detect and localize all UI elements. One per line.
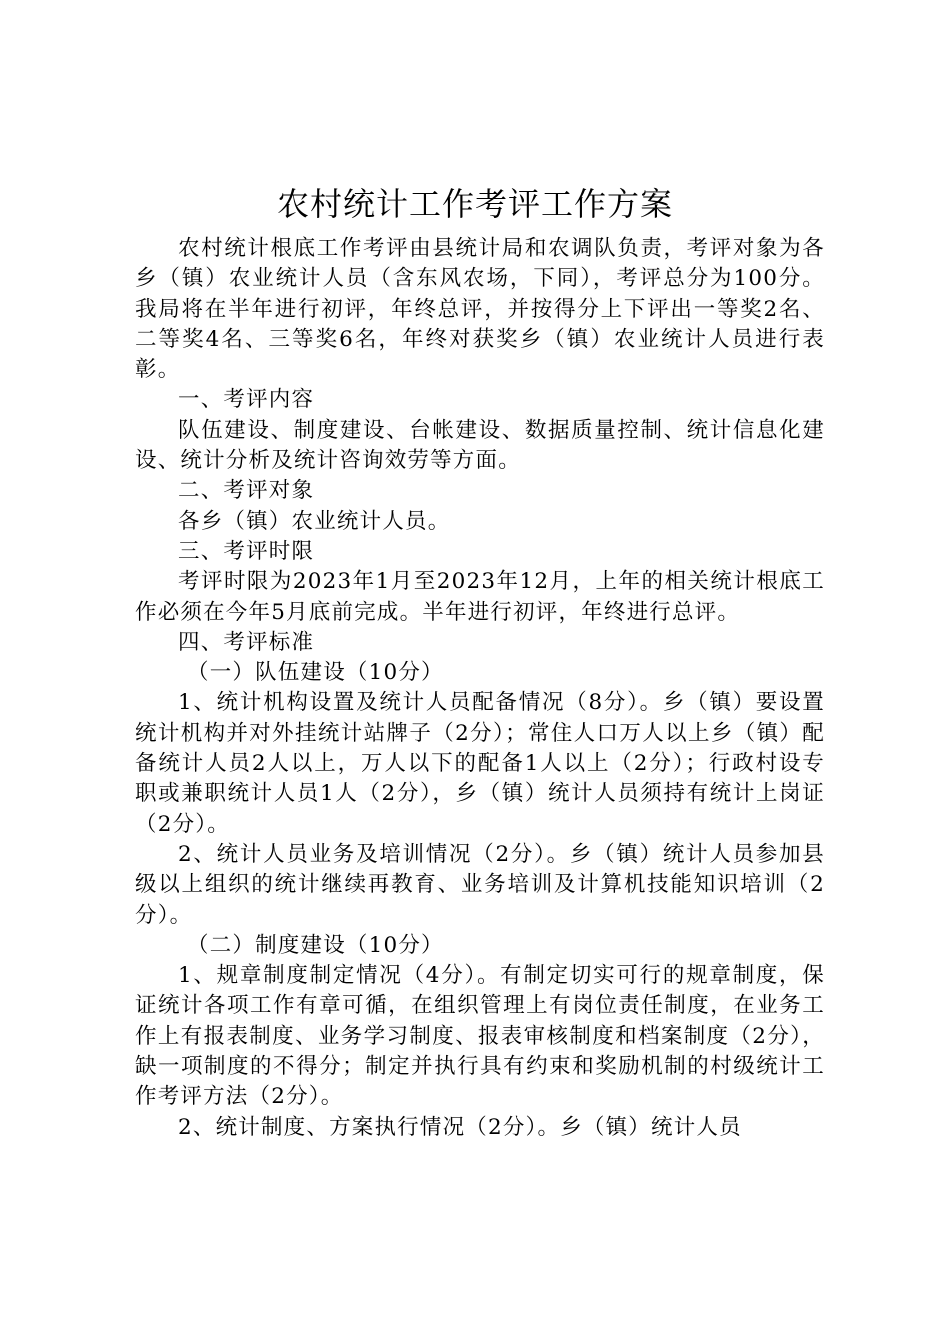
system-item-1: 1、规章制度制定情况（4分）。有制定切实可行的规章制度，保证统计各项工作有章可循，在组织管理上有岗位责任制度，在业务工作上有报表制度、业务学习制度、报表审核制度和档案制度（2分），缺一项制度的不得分；制定并执行具有约束和奖励机制的村级统计工作考评方法（2分）。 [135, 963, 825, 1110]
section-heading-standards: 四、考评标准 [178, 629, 315, 655]
team-item-2: 2、统计人员业务及培训情况（2分）。乡（镇）统计人员参加县级以上组织的统计继续再教育、业务培训及计算机技能知识培训（2分）。 [135, 841, 825, 928]
document-title: 农村统计工作考评工作方案 [276, 185, 673, 223]
section-heading-content: 一、考评内容 [178, 387, 315, 413]
section-heading-target: 二、考评对象 [178, 478, 315, 504]
target-paragraph: 各乡（镇）农业统计人员。 [178, 508, 451, 534]
period-paragraph: 考评时限为2023年1月至2023年12月，上年的相关统计根底工作必须在今年5月底前完成。半年进行初评，年终进行总评。 [135, 569, 825, 625]
team-item-1: 1、统计机构设置及统计人员配备情况（8分）。乡（镇）要设置统计机构并对外挂统计站牌子（2分）；常住人口万人以上乡（镇）配备统计人员2人以上，万人以下的配备1人以上（2分）；行政村设专职或兼职统计人员1人（2分），乡（镇）统计人员须持有统计上岗证（2分）。 [135, 690, 825, 837]
content-paragraph: 队伍建设、制度建设、台帐建设、数据质量控制、统计信息化建设、统计分析及统计咨询效劳等方面。 [135, 417, 825, 474]
system-item-2: 2、统计制度、方案执行情况（2分）。乡（镇）统计人员 [178, 1114, 742, 1140]
subsection-heading-team: （一）队伍建设（10分） [187, 660, 444, 686]
section-heading-period: 三、考评时限 [178, 538, 315, 564]
subsection-heading-system: （二）制度建设（10分） [187, 932, 444, 958]
intro-paragraph: 农村统计根底工作考评由县统计局和农调队负责，考评对象为各乡（镇）农业统计人员（含东风农场，下同），考评总分为100分。我局将在半年进行初评，年终总评，并按得分上下评出一等奖2名、二等奖4名、三等奖6名，年终对获奖乡（镇）农业统计人员进行表彰。 [135, 236, 825, 383]
document-body [135, 234, 825, 1143]
